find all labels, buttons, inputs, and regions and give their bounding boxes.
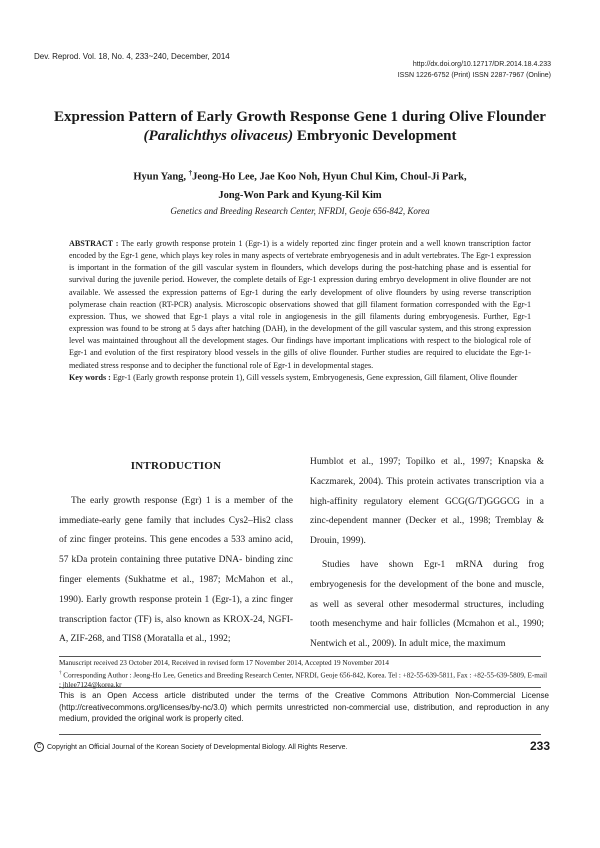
license-divider — [59, 687, 541, 688]
species-name: (Paralichthys olivaceus) — [143, 127, 294, 144]
abstract-text: The early growth response protein 1 (Egr-1) is a widely reported zinc finger protein and a well known transcription factor encoded by the Egr-1 gene, which plays key roles in many aspects of vertebrate embryogenesis and in adult vertebrates. The Egr-1 expression is important in the formation of the gill vascular system in flounders, which develops during the post-hatching phase and is essential for survival during the juvenile period. However, the complete details of Egr-1 expression during embryo development in olive flounder are not available. We assessed the expression patterns of Egr-1 during the early development of olive flounders by using reverse transcription polymerase chain reaction (RT-PCR) analysis. Microscopic observations showed that gill filament formation corresponded with the Egr-1 expression. Thus, we showed that Egr-1 plays a vital role in angiogenesis in the gill filaments during embryogenesis. Further, Egr-1 expression was found to be strong at 5 days after hatching (DAH), in the development of the gill vascular system, and this strong expression level was maintained throughout all the development stages. Our findings have important implications with respect to the biological role of Egr-1 and evolution of the first respiratory blood vessels in the gills of olive flounder. Further studies are required to elucidate the Egr-1-mediated stress response and to decipher the functional role of Egr-1 in developmental stages. — [69, 239, 532, 370]
title-line-2-rest: Embryonic Development — [293, 127, 457, 144]
footnote-block — [59, 659, 549, 690]
issn-line: ISSN 1226-6752 (Print) ISSN 2287-7967 (Online) — [397, 71, 551, 79]
footer-divider — [59, 734, 541, 735]
footnote-divider — [59, 656, 541, 657]
author-first: Hyun Yang, — [133, 171, 189, 183]
dagger-mark: † — [188, 169, 193, 177]
manuscript-dates: Manuscript received 23 October 2014, Received in revised form 17 November 2014, Accepted 19 November 2014 — [59, 659, 389, 667]
journal-citation: Dev. Reprod. Vol. 18, No. 4, 233~240, December, 2014 — [34, 52, 230, 61]
title-line-1: Expression Pattern of Early Growth Response Gene 1 during Olive Flounder — [54, 109, 546, 125]
doi-link[interactable]: http://dx.doi.org/10.12717/DR.2014.18.4.233 — [412, 61, 551, 68]
title-line-2 — [0, 127, 600, 146]
affiliation: Genetics and Breeding Research Center, NFRDI, Geoje 656-842, Korea — [170, 206, 430, 216]
keywords-label: Key words : — [69, 372, 111, 382]
doi-issn-block — [398, 60, 551, 81]
page-number: 233 — [529, 739, 550, 753]
keywords-text: Egr-1 (Early growth response protein 1), Gill vessels system, Embryogenesis, Gene expression, Gill filament, Olive flounder — [110, 372, 518, 382]
author-rest: Jeong-Ho Lee, Jae Koo Noh, Hyun Chul Kim, Choul-Ji Park, — [192, 171, 467, 183]
intro-paragraph-1-cont: Humblot et al., 1997; Topilko et al., 1997; Knapska & Kaczmarek, 2004). This protein activates transcription via a high-affinity regulatory element GCG(G/T)GGGCG in a zinc-dependent manner (Decker et al., 1998; Tremblay & Drouin, 1999). — [310, 457, 544, 547]
dagger-mark: † — [59, 670, 62, 676]
intro-paragraph-2: Studies have shown Egr-1 mRNA during frog embryogenesis for the development of the bone and muscle, as well as several other mesodermal structures, including tooth mesenchyme and hair follicles (Mcmahon et al., 1990; Nentwich et al., 2009). In adult mice, the maximum — [310, 559, 544, 650]
intro-paragraph-1: The early growth response (Egr) 1 is a member of the immediate-early gene family that includes Cys2–His2 class of zinc finger proteins. This gene encodes a 533 amino acid, 57 kDa protein containing three putative DNA- binding zinc finger elements (Sukhatme et al., 1987; McMahon et al., 1990). Early growth response protein 1 (Egr-1), a zinc finger transcription factor (TF) is, also known as KROX-24, NGFI-A, ZIF-268, and TIS8 (Moratalla et al., 1992; — [59, 495, 293, 645]
body-column-left — [59, 453, 293, 650]
author-line-2: Jong-Won Park and Kyung-Kil Kim — [218, 189, 382, 201]
author-line-1 — [0, 164, 600, 187]
abstract-label: ABSTRACT : — [69, 239, 119, 248]
body-column-right — [310, 453, 544, 655]
introduction-heading: INTRODUCTION — [130, 460, 222, 472]
corresponding-text: Corresponding Author : Jeong-Ho Lee, Genetics and Breeding Research Center, NFRDI, Geoje 656-842, Korea. Tel : +82-55-639-5811, Fax : +82-55-639-5809, E-mail : jhlee7124@korea.kr — [59, 670, 548, 689]
author-list — [0, 164, 600, 205]
copyright-notice — [34, 742, 348, 752]
copyright-icon: C — [34, 742, 44, 752]
article-title — [0, 108, 600, 145]
copyright-text: Copyright an Official Journal of the Korean Society of Developmental Biology. All Rights Reserve. — [47, 743, 348, 751]
abstract — [69, 238, 531, 384]
open-access-license: This is an Open Access article distributed under the terms of the Creative Commons Attribution Non-Commercial License (http://creativecommons.org/licenses/by-nc/3.0) which permits unrestricted non-commercial use, distribution, and reproduction in any medium, provided the original work is properly cited. — [59, 691, 549, 723]
